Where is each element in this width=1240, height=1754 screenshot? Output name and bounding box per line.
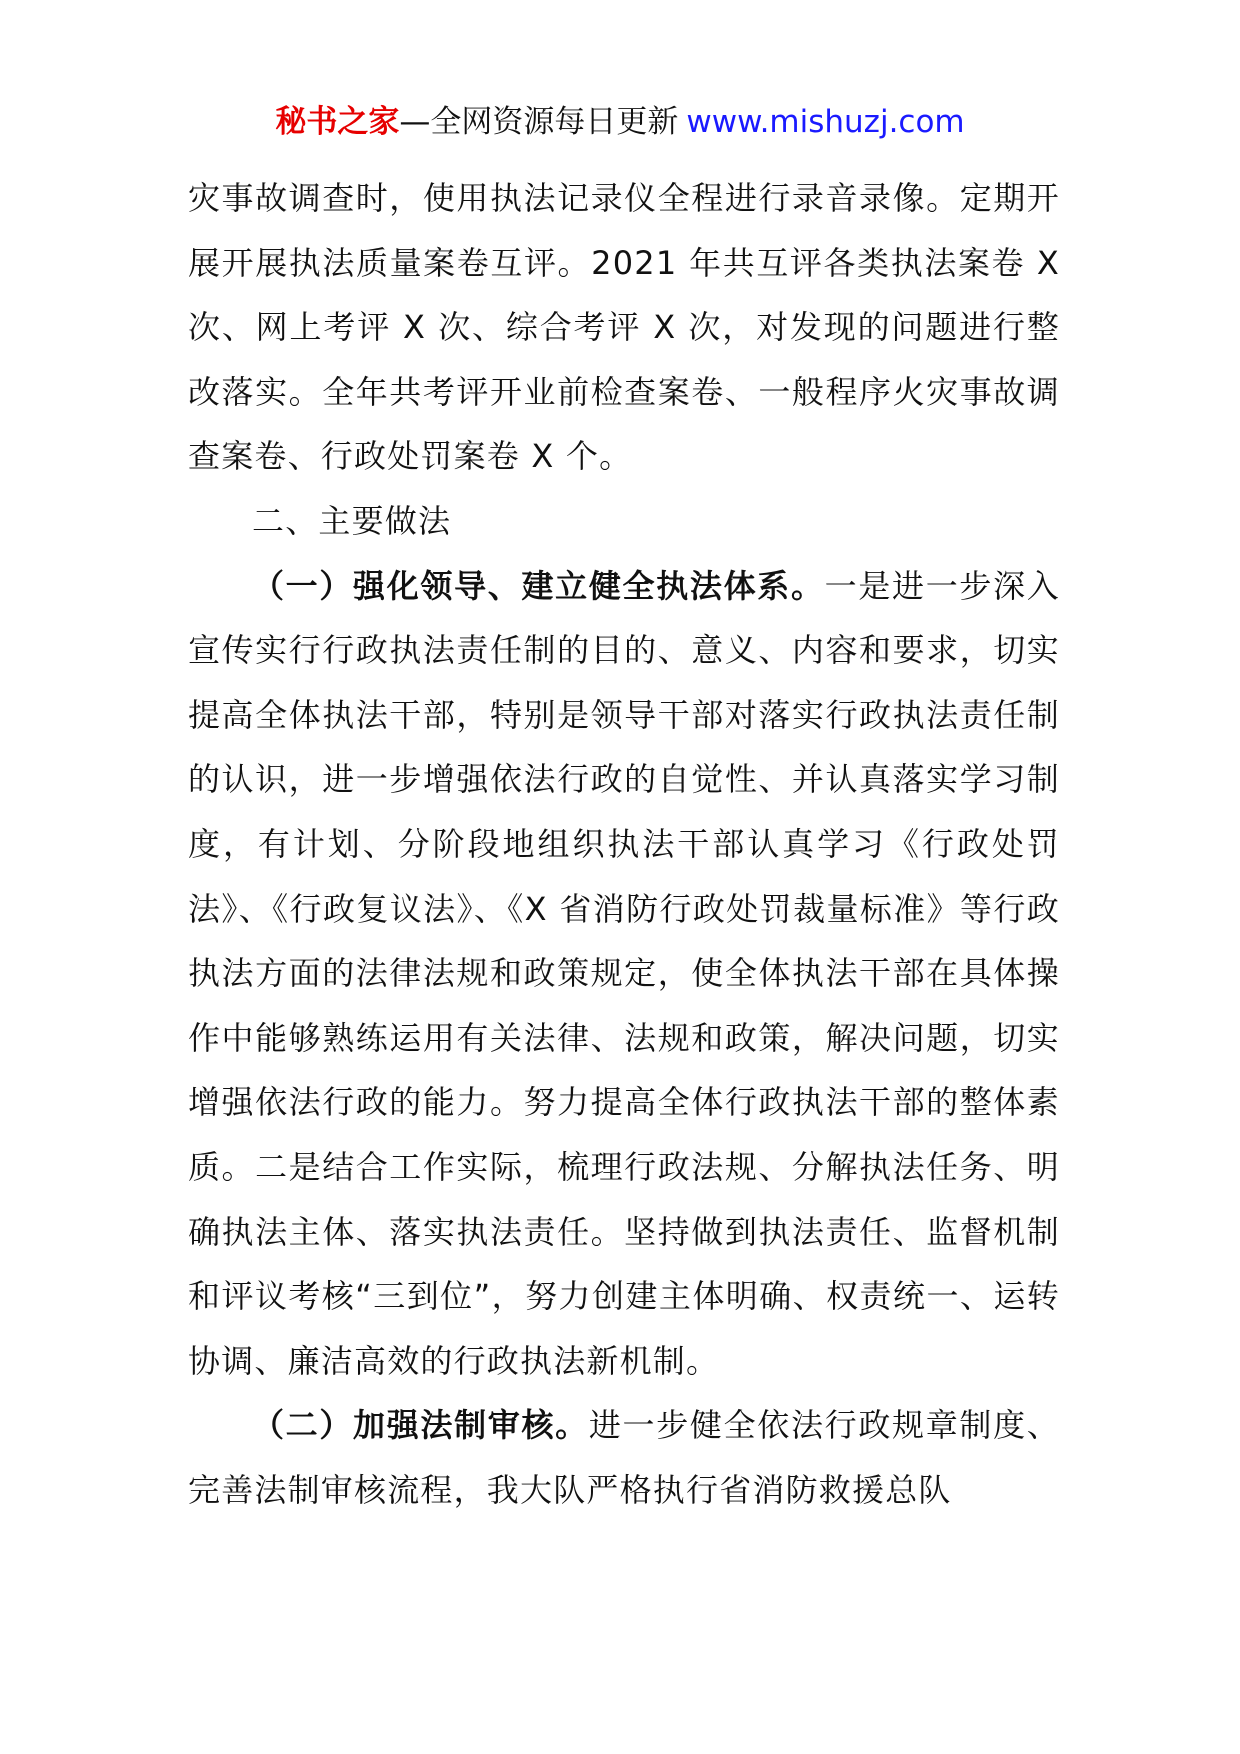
document-body	[188, 166, 1060, 1522]
subsection-2-paragraph	[188, 1393, 1060, 1522]
site-header	[0, 100, 1240, 144]
subsection-2-title: （二）加强法制审核。	[252, 1406, 589, 1445]
subsection-1-title: （一）强化领导、建立健全执法体系。	[252, 566, 825, 605]
section-heading: 二、主要做法	[252, 501, 452, 540]
site-url-link[interactable]: www.mishuzj.com	[686, 104, 965, 140]
subsection-2-text: 进一步健全依法行政规章制度、完善法制审核流程，我大队严格执行省消防救援总队	[188, 1406, 1060, 1509]
subsection-1-text: 一是进一步深入宣传实行行政执法责任制的目的、意义、内容和要求，切实提高全体执法干部，特别是领导干部对落实行政执法责任制的认识，进一步增强依法行政的自觉性、并认真落实学习制度，有计划、分阶段地组织执法干部认真学习《行政处罚法》、《行政复议法》、《X 省消防行政处罚裁量标准》等行政执法方面的法律法规和政策规定，使全体执法干部在具体操作中能够熟练运用有关法律、法规和政策，解决问题，切实增强依法行政的能力。努力提高全体行政执法干部的整体素质。二是结合工作实际，梳理行政法规、分解执法任务、明确执法主体、落实执法责任。坚持做到执法责任、监督机制和评议考核“三到位”，努力创建主体明确、权责统一、运转协调、廉洁高效的行政执法新机制。	[188, 566, 1060, 1380]
subsection-1-paragraph	[188, 554, 1060, 1394]
header-tagline: —全网资源每日更新	[399, 104, 679, 140]
brand-name: 秘书之家	[275, 104, 400, 140]
paragraph-1: 灾事故调查时，使用执法记录仪全程进行录音录像。定期开展开展执法质量案卷互评。2021 年共互评各类执法案卷 X 次、网上考评 X 次、综合考评 X 次，对发现的问题进行整改落实。全年共考评开业前检查案卷、一般程序火灾事故调查案卷、行政处罚案卷 X 个。	[188, 179, 1060, 476]
